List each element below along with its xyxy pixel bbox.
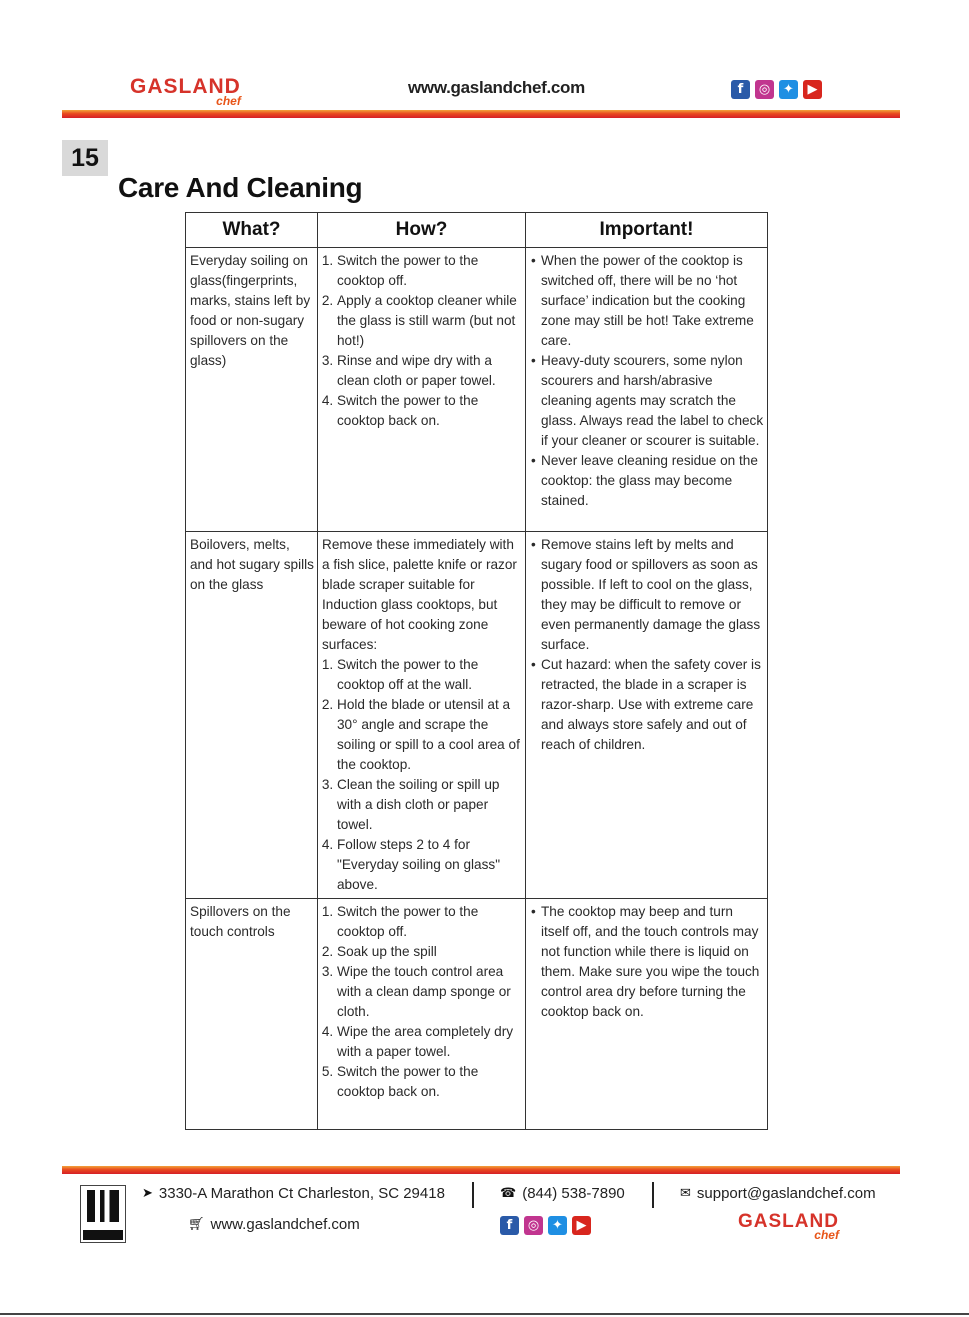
instagram-icon[interactable]: ◎ <box>755 80 774 99</box>
how-intro: Remove these immediately with a fish slice, palette knife or razor blade scraper suitable for Induction glass cooktops, but beware of hot cooking zone surfaces: <box>322 537 517 652</box>
table-row <box>186 248 768 532</box>
how-step: 4. Follow steps 2 to 4 for "Everyday soiling on glass" above. <box>337 835 522 895</box>
how-cell <box>318 899 526 1130</box>
how-step: 2. Apply a cooktop cleaner while the glass is still warm (but not hot!) <box>337 291 522 351</box>
brand-logo <box>130 76 241 107</box>
email-text[interactable]: support@gaslandchef.com <box>696 1185 876 1202</box>
how-step: 4. Switch the power to the cooktop back on. <box>337 391 522 431</box>
how-step: 1. Switch the power to the cooktop off. <box>337 251 522 291</box>
footer-website-link[interactable]: www.gaslandchef.com <box>210 1216 360 1233</box>
page-title: Care And Cleaning <box>118 172 363 203</box>
facebook-icon[interactable]: f <box>731 80 750 99</box>
logo-sub: chef <box>814 1228 839 1242</box>
footer-email <box>680 1185 876 1202</box>
phone-icon: ☎ <box>500 1186 517 1201</box>
cart-icon: 🛒︎ <box>188 1217 205 1232</box>
how-cell <box>318 532 526 899</box>
footer-brand-logo <box>738 1212 839 1241</box>
how-step: 3. Rinse and wipe dry with a clean cloth or paper towel. <box>337 351 522 391</box>
instagram-icon[interactable]: ◎ <box>524 1216 543 1235</box>
table-row <box>186 899 768 1130</box>
important-item: • The cooktop may beep and turn itself off, and the touch controls may not function while there is liquid on them. Make sure you wipe the touch control area dry before turning the cooktop back on. <box>541 902 764 1022</box>
how-cell <box>318 248 526 532</box>
how-step: 3. Wipe the touch control area with a clean damp sponge or cloth. <box>337 962 522 1022</box>
address-text: 3330-A Marathon Ct Charleston, SC 29418 <box>158 1185 445 1202</box>
qr-code[interactable] <box>80 1185 126 1243</box>
how-steps-list <box>322 655 522 895</box>
column-header-how: How? <box>318 213 526 248</box>
footer-divider <box>472 1182 474 1208</box>
important-item: • Never leave cleaning residue on the cooktop: the glass may become stained. <box>541 451 764 511</box>
page-number: 15 <box>62 140 108 176</box>
footer-website <box>188 1216 360 1233</box>
twitter-icon[interactable]: ✦ <box>779 80 798 99</box>
logo-word: GASLAND <box>130 75 241 98</box>
how-step: 1. Switch the power to the cooktop off. <box>337 902 522 942</box>
care-cleaning-table <box>185 212 768 1130</box>
header-social-icons <box>731 80 822 99</box>
important-list <box>530 251 764 511</box>
important-item: • Heavy-duty scourers, some nylon scourers and harsh/abrasive cleaning agents may scratch the glass. Always read the label to check if your cleaner or scourer is suitable. <box>541 351 764 451</box>
qr-pattern <box>87 1190 119 1222</box>
column-header-what: What? <box>186 213 318 248</box>
column-header-important: Important! <box>526 213 768 248</box>
footer-address <box>142 1185 445 1202</box>
mail-icon: ✉ <box>680 1186 691 1201</box>
youtube-icon[interactable]: ▶ <box>572 1216 591 1235</box>
table-row <box>186 532 768 899</box>
logo-sub: chef <box>216 94 241 108</box>
important-list <box>530 535 764 755</box>
how-step: 1. Switch the power to the cooktop off at the wall. <box>337 655 522 695</box>
what-cell: Boilovers, melts, and hot sugary spills on the glass <box>186 532 318 899</box>
important-cell <box>526 899 768 1130</box>
footer-stripe <box>62 1166 900 1174</box>
how-steps-list <box>322 251 522 431</box>
footer-divider <box>652 1182 654 1208</box>
important-item: • Remove stains left by melts and sugary food or spillovers as soon as possible. If left to cool on the glass, they may be difficult to remove or even permanently damage the glass surface. <box>541 535 764 655</box>
how-step: 3. Clean the soiling or spill up with a dish cloth or paper towel. <box>337 775 522 835</box>
phone-text[interactable]: (844) 538-7890 <box>522 1185 625 1202</box>
header-website-link[interactable]: www.gaslandchef.com <box>408 78 585 97</box>
qr-scan-bar <box>83 1230 123 1240</box>
facebook-icon[interactable]: f <box>500 1216 519 1235</box>
table-header-row <box>186 213 768 248</box>
youtube-icon[interactable]: ▶ <box>803 80 822 99</box>
important-item: • Cut hazard: when the safety cover is retracted, the blade in a scraper is razor-sharp. Use with extreme care and always store safely and out of reach of children. <box>541 655 764 755</box>
how-step: 4. Wipe the area completely dry with a paper towel. <box>337 1022 522 1062</box>
important-cell <box>526 248 768 532</box>
how-step: 2. Soak up the spill <box>337 942 522 962</box>
what-cell: Everyday soiling on glass(fingerprints, marks, stains left by food or non-sugary spillovers on the glass) <box>186 248 318 532</box>
how-steps-list <box>322 902 522 1102</box>
how-step: 5. Switch the power to the cooktop back on. <box>337 1062 522 1102</box>
footer-phone <box>500 1185 625 1202</box>
important-list <box>530 902 764 1022</box>
important-item: • When the power of the cooktop is switched off, there will be no ‘hot surface’ indication but the cooking zone may still be hot! Take extreme care. <box>541 251 764 351</box>
how-step: 2. Hold the blade or utensil at a 30° angle and scrape the soiling or spill to a cool area of the cooktop. <box>337 695 522 775</box>
logo-word: GASLAND <box>738 1211 839 1232</box>
header-stripe <box>62 110 900 118</box>
what-cell: Spillovers on the touch controls <box>186 899 318 1130</box>
footer-social-icons <box>500 1216 591 1235</box>
twitter-icon[interactable]: ✦ <box>548 1216 567 1235</box>
important-cell <box>526 532 768 899</box>
page-bottom-rule <box>0 1313 969 1315</box>
location-arrow-icon: ➤ <box>142 1186 153 1201</box>
